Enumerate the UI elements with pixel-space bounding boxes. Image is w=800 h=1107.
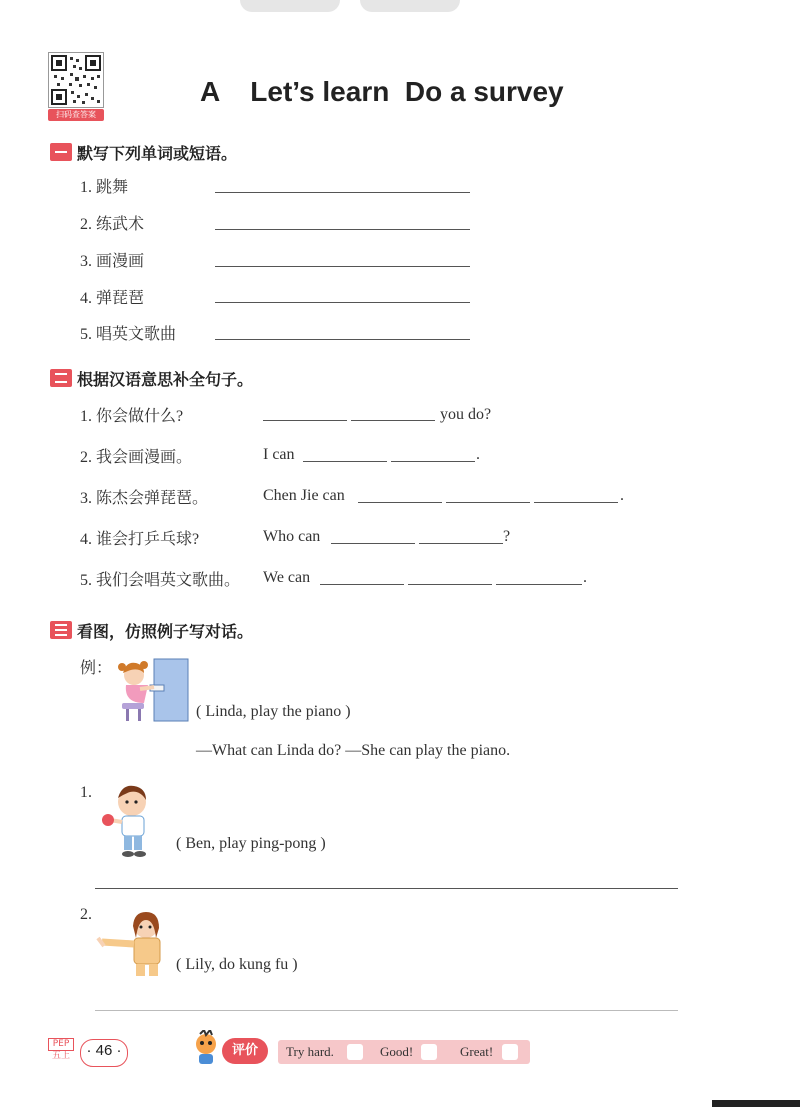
s1-item-3: 3. 画漫画 [80,253,145,270]
s3-item-2-answer-line[interactable] [95,1010,678,1011]
s2-item-5-blank-3[interactable] [496,584,582,585]
page-top-shadow [240,0,340,12]
edition-bottom: 五上 [51,1051,70,1061]
s2-item-2-cn: 2. 我会画漫画。 [80,449,193,466]
section-3-number-badge [50,621,72,639]
s3-item-2-number: 2. [80,906,92,923]
s2-item-5-en-after: . [583,569,587,586]
s2-item-1-en-after: you do? [440,406,492,423]
s2-item-2-en-after: . [476,446,480,463]
s2-item-3-cn: 3. 陈杰会弹琵琶。 [80,490,209,507]
girl-playing-piano-illustration [114,655,190,723]
s2-item-3-en-after: . [620,487,624,504]
s1-answer-line-1[interactable] [215,192,470,193]
qr-caption: 扫码查答案 [48,109,104,121]
s3-item-1-cue: ( Ben, play ping-pong ) [176,835,326,852]
s1-item-5: 5. 唱英文歌曲 [80,326,177,343]
section-3-title: 看图，仿照例子写对话。 [77,622,254,641]
s2-item-3-blank-3[interactable] [534,502,618,503]
s2-item-5-blank-1[interactable] [320,584,404,585]
section-2-number-badge [50,369,72,387]
edition-mark [48,1038,74,1062]
s2-item-5-blank-2[interactable] [408,584,492,585]
example-cue: ( Linda, play the piano ) [196,703,351,720]
s1-item-4: 4. 弹琵琶 [80,290,145,307]
example-answer: —What can Linda do? —She can play the piano. [196,742,511,759]
section-2-title: 根据汉语意思补全句子。 [77,370,254,389]
s2-item-5-cn: 5. 我们会唱英文歌曲。 [80,572,241,589]
s2-item-4-en-before: Who can [263,528,321,545]
girl-doing-kung-fu-illustration [96,908,172,978]
s2-item-5-en-before: We can [263,569,311,586]
page-number: · 46 · [86,1042,122,1059]
rating-good-checkbox[interactable] [421,1044,437,1060]
s2-item-2-blank-2[interactable] [391,461,475,462]
s3-item-1-number: 1. [80,784,92,801]
s2-item-1-cn: 1. 你会做什么? [80,408,184,425]
edition-top: PEP [48,1038,74,1051]
s2-item-3-en-before: Chen Jie can [263,487,345,504]
rating-good-label: Good! [380,1044,414,1059]
s1-item-2: 2. 练武术 [80,216,145,233]
boy-playing-ping-pong-illustration [100,780,160,860]
s1-answer-line-3[interactable] [215,266,470,267]
s3-item-1-answer-line[interactable] [95,888,678,889]
page-edge-mark [712,1100,800,1107]
s2-item-1-blank-2[interactable] [351,420,435,421]
page-top-shadow [360,0,460,12]
s2-item-4-blank-2[interactable] [419,543,503,544]
s1-answer-line-5[interactable] [215,339,470,340]
s1-answer-line-2[interactable] [215,229,470,230]
rating-try-hard-checkbox[interactable] [347,1044,363,1060]
s2-item-4-blank-1[interactable] [331,543,415,544]
evaluation-badge: 评价 [222,1038,268,1064]
section-1-number-badge [50,143,72,161]
s2-item-3-blank-1[interactable] [358,502,442,503]
section-1-title: 默写下列单词或短语。 [77,144,238,163]
qr-code[interactable] [48,52,104,120]
rating-great-label: Great! [460,1044,494,1059]
example-label: 例： [80,660,113,677]
s2-item-1-blank-1[interactable] [263,420,347,421]
s1-item-1: 1. 跳舞 [80,179,129,196]
s3-item-2-cue: ( Lily, do kung fu ) [176,956,298,973]
s2-item-3-blank-2[interactable] [446,502,530,503]
page-title: A Let’s learn Do a survey [200,76,564,107]
s1-answer-line-4[interactable] [215,302,470,303]
s2-item-4-en-after: ? [503,528,511,545]
s2-item-4-cn: 4. 谁会打乒乓球? [80,531,200,548]
mascot-icon [190,1030,224,1068]
s2-item-2-blank-1[interactable] [303,461,387,462]
rating-try-hard-label: Try hard. [286,1044,334,1059]
rating-great-checkbox[interactable] [502,1044,518,1060]
s2-item-2-en-before: I can [263,446,295,463]
